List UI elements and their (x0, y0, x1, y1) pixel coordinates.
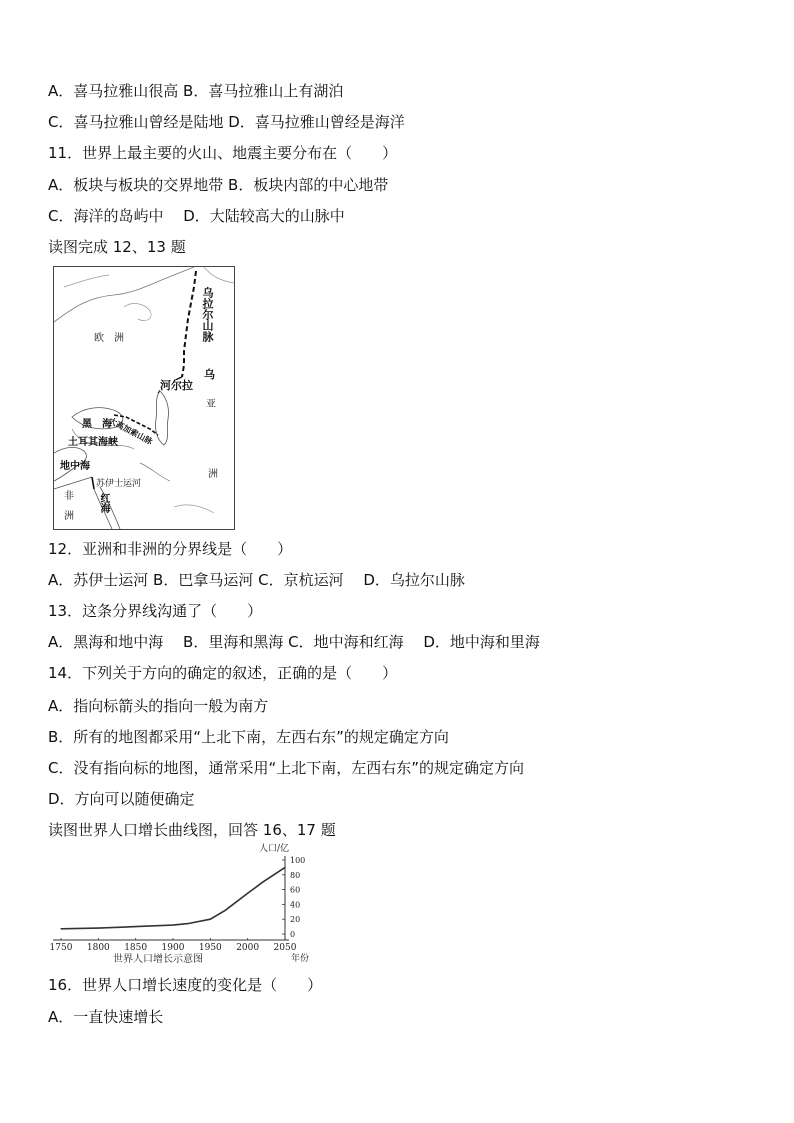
population-data-point (172, 925, 173, 926)
map-label-turkish-straits: 土耳其海峡 (68, 437, 118, 448)
q14-stem: 14．下列关于方向的确定的叙述，正确的是（ ） (48, 664, 398, 682)
map-label-ural-river-top: 乌 (204, 368, 215, 381)
q13-options: A．黑海和地中海 B．里海和黑海 C．地中海和红海 D．地中海和里海 (48, 633, 540, 651)
q12-stem: 12．亚洲和非洲的分界线是（ ） (48, 540, 293, 558)
q11-options-line2: C．海洋的岛屿中 D．大陆较高大的山脉中 (48, 207, 345, 225)
population-chart (49, 842, 310, 966)
intro-16-17: 读图世界人口增长曲线图，回答 16、17 题 (48, 821, 336, 839)
map-label-asia-b: 洲 (208, 469, 218, 480)
population-data-point (210, 919, 211, 920)
population-data-point (284, 867, 285, 868)
population-data-point (60, 928, 61, 929)
population-data-point (187, 923, 188, 924)
q13-stem: 13．这条分界线沟通了（ ） (48, 602, 263, 620)
x-tick-label: 2000 (236, 943, 260, 953)
chart-xlabel: 年份 (291, 954, 310, 964)
population-series-line (61, 867, 285, 928)
q16-stem: 16．世界人口增长速度的变化是（ ） (48, 976, 323, 994)
q10-options-line2: C．喜马拉雅山曾经是陆地 D．喜马拉雅山曾经是海洋 (48, 113, 405, 131)
q12-options: A．苏伊士运河 B．巴拿马运河 C．京杭运河 D．乌拉尔山脉 (48, 571, 465, 589)
population-data-point (135, 926, 136, 927)
eurasia-africa-boundary-map (53, 266, 235, 530)
population-chart-svg (49, 842, 309, 966)
q14-option-b: B．所有的地图都采用“上北下南，左西右东”的规定确定方向 (48, 728, 449, 746)
map-label-caucasus: 大高加索山脉 (107, 415, 154, 447)
x-tick-label: 1850 (124, 943, 148, 953)
chart-title: 世界人口增长示意图 (113, 954, 203, 965)
x-tick-label: 1750 (49, 943, 73, 953)
x-tick-label: 1950 (198, 943, 222, 953)
map-label-africa-a: 非 (64, 491, 74, 502)
map-label-red-sea: 红海 (98, 493, 109, 513)
y-tick-label: 80 (290, 870, 301, 880)
chart-ylabel: 人口/亿 (259, 844, 290, 854)
map-label-mediterranean: 地中海 (60, 461, 90, 472)
y-tick-label: 60 (290, 885, 301, 895)
population-data-point (247, 893, 248, 894)
q14-option-d: D．方向可以随便确定 (48, 790, 195, 808)
x-tick-label: 2050 (273, 943, 297, 953)
q11-stem: 11．世界上最主要的火山、地震主要分布在（ ） (48, 144, 398, 162)
x-tick-label: 1900 (161, 943, 185, 953)
q10-options-line1: A．喜马拉雅山很高 B．喜马拉雅山上有湖泊 (48, 82, 344, 100)
q16-option-a: A．一直快速增长 (48, 1008, 164, 1026)
map-label-suez-canal: 苏伊士运河 (96, 479, 142, 489)
intro-12-13: 读图完成 12、13 题 (48, 238, 186, 256)
map-label-asia-a: 亚 (206, 399, 216, 410)
population-data-point (98, 927, 99, 928)
y-tick-label: 100 (290, 856, 306, 865)
q14-option-a: A．指向标箭头的指向一般为南方 (48, 697, 269, 715)
map-label-ural-river: 河尔拉 (160, 379, 193, 392)
y-tick-label: 20 (290, 915, 301, 925)
y-tick-label: 0 (290, 930, 296, 939)
q14-option-c: C．没有指向标的地图，通常采用“上北下南，左西右东”的规定确定方向 (48, 759, 525, 777)
map-label-ural-mountains: 乌拉尔山脉 (201, 287, 214, 342)
map-label-black-sea: 黑 海 (82, 419, 112, 430)
x-tick-label: 1800 (86, 943, 110, 953)
map-label-africa-b: 洲 (64, 511, 74, 522)
population-data-point (225, 910, 226, 911)
map-label-europe: 欧 洲 (94, 333, 124, 344)
q11-options-line1: A．板块与板块的交界地带 B．板块内部的中心地带 (48, 176, 389, 194)
y-tick-label: 40 (290, 900, 301, 910)
population-data-point (262, 882, 263, 883)
